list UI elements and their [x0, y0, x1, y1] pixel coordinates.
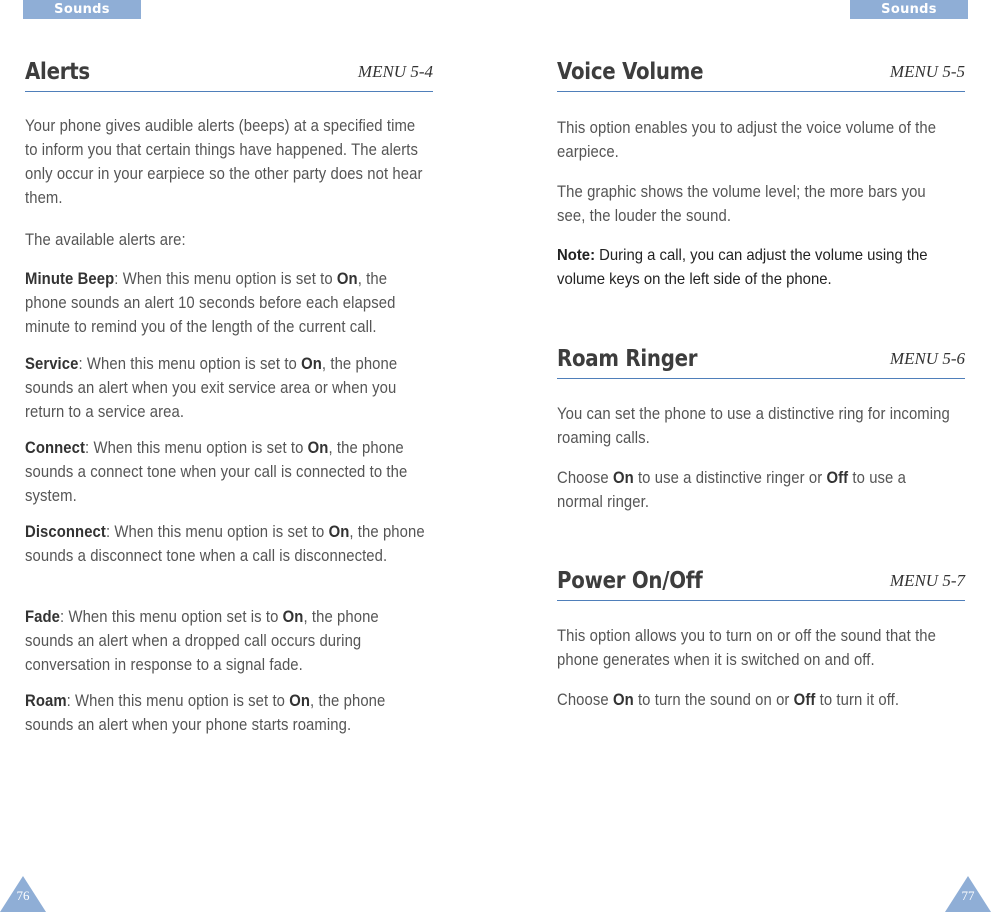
- alerts-title: Alerts: [25, 59, 90, 85]
- note-text: During a call, you can adjust the volume using the volume keys on the left side of the phone.: [557, 247, 928, 288]
- text-run: to use a distinctive ringer or: [633, 469, 827, 487]
- alert-term: Disconnect: [25, 523, 106, 541]
- on-keyword: On: [307, 439, 329, 457]
- on-keyword: On: [282, 608, 304, 626]
- on-keyword: On: [289, 692, 311, 710]
- alert-item-connect: [25, 436, 430, 508]
- alerts-menu-ref: MENU 5-4: [357, 62, 433, 81]
- alert-term: Fade: [25, 608, 61, 626]
- voice-volume-p2: The graphic shows the volume level; the more bars you see, the louder the sound.: [557, 183, 926, 225]
- power-onoff-menu-ref: MENU 5-7: [889, 571, 965, 590]
- alert-desc: , the phone sounds an alert when you exit service area or when you return to a service area.: [25, 355, 398, 421]
- alert-desc: : When this menu option set is to: [60, 608, 283, 626]
- on-keyword: On: [301, 355, 322, 373]
- alert-desc: : When this menu option is set to: [114, 270, 337, 288]
- note-label: Note:: [557, 247, 596, 264]
- on-keyword: On: [336, 270, 358, 288]
- alert-desc: : When this menu option is set to: [66, 692, 290, 710]
- page-number-left: 76: [16, 888, 30, 903]
- off-keyword: Off: [826, 469, 849, 487]
- alert-desc: : When this menu option is set to: [85, 439, 308, 457]
- alert-term: Connect: [25, 439, 86, 457]
- off-keyword: Off: [793, 691, 816, 709]
- roam-ringer-p1: You can set the phone to use a distinctive ring for incoming roaming calls.: [557, 405, 950, 447]
- voice-volume-heading: [557, 59, 965, 92]
- voice-volume-menu-ref: MENU 5-5: [889, 62, 965, 81]
- on-keyword: On: [328, 523, 350, 541]
- voice-volume-note: [557, 244, 963, 292]
- alert-item-fade: [25, 605, 430, 677]
- text-run: Choose: [557, 691, 613, 709]
- alert-desc: : When this menu option is set to: [105, 523, 329, 541]
- section-tab-sounds-left: Sounds: [23, 0, 141, 19]
- text-run: to use a normal ringer.: [557, 469, 906, 511]
- text-run: Choose: [557, 469, 613, 487]
- voice-volume-p1: This option enables you to adjust the voice volume of the earpiece.: [557, 119, 937, 161]
- roam-ringer-menu-ref: MENU 5-6: [889, 349, 965, 368]
- power-onoff-heading: [557, 568, 965, 601]
- alert-item-roam: [25, 689, 430, 737]
- voice-volume-title: Voice Volume: [557, 59, 704, 85]
- alert-desc: : When this menu option is set to: [78, 355, 302, 373]
- alert-term: Service: [25, 355, 79, 373]
- power-onoff-title: Power On/Off: [557, 568, 703, 594]
- on-keyword: On: [612, 691, 634, 709]
- alert-desc: , the phone sounds an alert when a dropped call occurs during conversation in response to a signal fade.: [25, 608, 379, 674]
- alert-item-service: [25, 352, 430, 424]
- roam-ringer-heading: [557, 346, 965, 379]
- text-run: to turn it off.: [815, 691, 900, 709]
- roam-ringer-title: Roam Ringer: [557, 346, 698, 372]
- roam-ringer-p2: [557, 466, 953, 514]
- alert-desc: , the phone sounds an alert 10 seconds before each elapsed minute to remind you of the length of the current call.: [25, 270, 396, 336]
- alert-term: Roam: [25, 692, 67, 710]
- power-onoff-p1: This option allows you to turn on or off the sound that the phone generates when it is switched on and off.: [557, 627, 936, 669]
- alert-item-disconnect: [25, 520, 430, 568]
- alert-term: Minute Beep: [25, 270, 115, 288]
- section-tab-sounds-right: Sounds: [850, 0, 968, 19]
- alerts-intro: Your phone gives audible alerts (beeps) at a specified time to inform you that certain things have happened. The alerts only occur in your earpiece so the other party does not hear them.: [25, 117, 423, 207]
- page-number-right: 77: [961, 888, 975, 903]
- alert-desc: , the phone sounds an alert when your phone starts roaming.: [25, 692, 386, 734]
- alert-desc: , the phone sounds a disconnect tone when a call is disconnected.: [25, 523, 425, 565]
- power-onoff-p2: [557, 688, 953, 712]
- on-keyword: On: [612, 469, 634, 487]
- alert-item-minute-beep: [25, 267, 430, 339]
- alerts-available: The available alerts are:: [25, 231, 186, 249]
- alert-desc: , the phone sounds a connect tone when your call is connected to the system.: [25, 439, 408, 505]
- text-run: to turn the sound on or: [633, 691, 794, 709]
- alerts-heading: [25, 59, 433, 92]
